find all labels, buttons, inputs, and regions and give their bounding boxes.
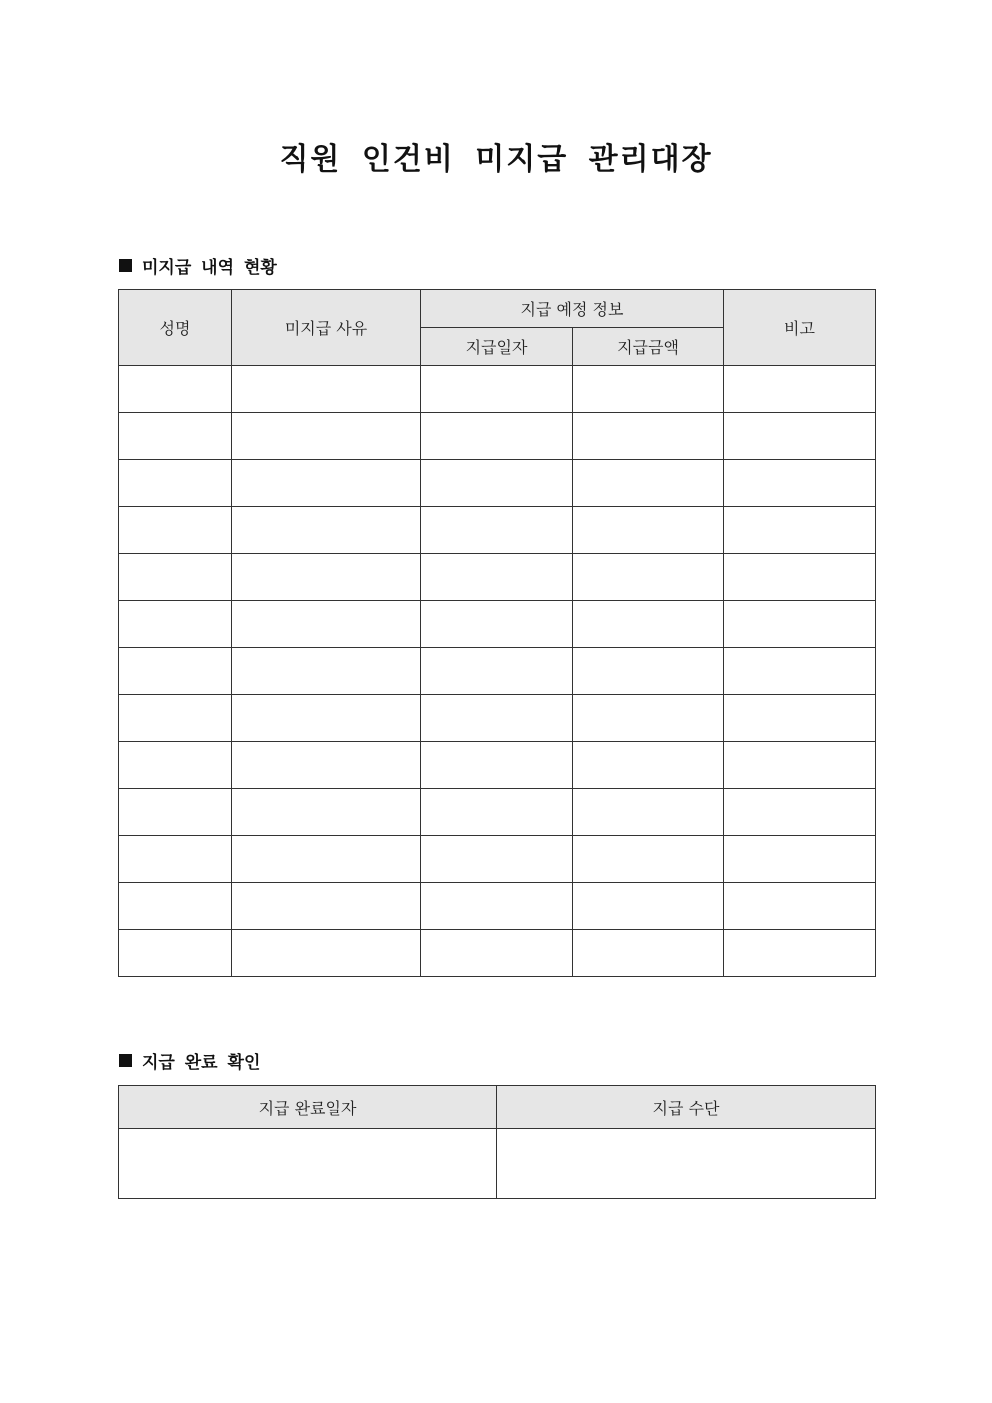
reason-cell[interactable] [232, 883, 421, 930]
payment-amount-cell[interactable] [573, 366, 724, 413]
table-row [119, 648, 876, 695]
reason-cell[interactable] [232, 413, 421, 460]
table-row [119, 695, 876, 742]
remarks-cell[interactable] [724, 413, 876, 460]
reason-cell[interactable] [232, 742, 421, 789]
payment-amount-cell[interactable] [573, 695, 724, 742]
table-row [119, 460, 876, 507]
name-cell[interactable] [119, 883, 232, 930]
payment-date-cell[interactable] [421, 883, 573, 930]
payment-amount-cell[interactable] [573, 507, 724, 554]
table-row [119, 836, 876, 883]
header-completion-date: 지급 완료일자 [119, 1086, 497, 1129]
remarks-cell[interactable] [724, 930, 876, 977]
payment-amount-cell[interactable] [573, 460, 724, 507]
payment-amount-cell[interactable] [573, 648, 724, 695]
reason-cell[interactable] [232, 648, 421, 695]
header-payment-date: 지급일자 [421, 328, 573, 366]
remarks-cell[interactable] [724, 554, 876, 601]
remarks-cell[interactable] [724, 366, 876, 413]
payment-date-cell[interactable] [421, 366, 573, 413]
name-cell[interactable] [119, 836, 232, 883]
header-planned-payment-info: 지급 예정 정보 [421, 290, 724, 328]
unpaid-details-table [118, 289, 876, 977]
header-payment-amount: 지급금액 [573, 328, 724, 366]
remarks-cell[interactable] [724, 695, 876, 742]
name-cell[interactable] [119, 930, 232, 977]
table-row [119, 366, 876, 413]
reason-cell[interactable] [232, 507, 421, 554]
reason-cell[interactable] [232, 460, 421, 507]
reason-cell[interactable] [232, 789, 421, 836]
payment-date-cell[interactable] [421, 836, 573, 883]
name-cell[interactable] [119, 695, 232, 742]
header-payment-method: 지급 수단 [497, 1086, 876, 1129]
payment-method-cell[interactable] [497, 1129, 876, 1199]
payment-amount-cell[interactable] [573, 554, 724, 601]
table-row [119, 883, 876, 930]
remarks-cell[interactable] [724, 601, 876, 648]
remarks-cell[interactable] [724, 789, 876, 836]
completion-section-title: 지급 완료 확인 [142, 1053, 261, 1073]
payment-amount-cell[interactable] [573, 930, 724, 977]
reason-cell[interactable] [232, 554, 421, 601]
reason-cell[interactable] [232, 836, 421, 883]
payment-date-cell[interactable] [421, 695, 573, 742]
header-unpaid-reason: 미지급 사유 [232, 290, 421, 366]
header-name: 성명 [119, 290, 232, 366]
completion-section-heading [119, 1048, 260, 1073]
payment-date-cell[interactable] [421, 648, 573, 695]
table-row [119, 1129, 876, 1199]
payment-amount-cell[interactable] [573, 836, 724, 883]
square-bullet-icon [119, 1054, 132, 1067]
remarks-cell[interactable] [724, 460, 876, 507]
page-title: 직원 인건비 미지급 관리대장 [279, 142, 713, 177]
unpaid-section-title: 미지급 내역 현황 [142, 258, 277, 278]
remarks-cell[interactable] [724, 507, 876, 554]
table-row [119, 554, 876, 601]
table-row [119, 507, 876, 554]
name-cell[interactable] [119, 413, 232, 460]
reason-cell[interactable] [232, 366, 421, 413]
unpaid-section-heading [119, 253, 277, 278]
remarks-cell[interactable] [724, 648, 876, 695]
reason-cell[interactable] [232, 695, 421, 742]
payment-date-cell[interactable] [421, 413, 573, 460]
payment-date-cell[interactable] [421, 789, 573, 836]
name-cell[interactable] [119, 366, 232, 413]
remarks-cell[interactable] [724, 742, 876, 789]
reason-cell[interactable] [232, 930, 421, 977]
payment-date-cell[interactable] [421, 507, 573, 554]
remarks-cell[interactable] [724, 883, 876, 930]
payment-amount-cell[interactable] [573, 601, 724, 648]
payment-date-cell[interactable] [421, 554, 573, 601]
payment-date-cell[interactable] [421, 930, 573, 977]
name-cell[interactable] [119, 648, 232, 695]
payment-amount-cell[interactable] [573, 742, 724, 789]
reason-cell[interactable] [232, 601, 421, 648]
name-cell[interactable] [119, 554, 232, 601]
name-cell[interactable] [119, 460, 232, 507]
name-cell[interactable] [119, 601, 232, 648]
completion-date-cell[interactable] [119, 1129, 497, 1199]
payment-completion-table [118, 1085, 876, 1199]
header-remarks: 비고 [724, 290, 876, 366]
name-cell[interactable] [119, 507, 232, 554]
name-cell[interactable] [119, 742, 232, 789]
payment-date-cell[interactable] [421, 601, 573, 648]
name-cell[interactable] [119, 789, 232, 836]
table-row [119, 413, 876, 460]
table-row [119, 742, 876, 789]
square-bullet-icon [119, 259, 132, 272]
unpaid-table-body [119, 366, 876, 977]
payment-date-cell[interactable] [421, 742, 573, 789]
payment-date-cell[interactable] [421, 460, 573, 507]
remarks-cell[interactable] [724, 836, 876, 883]
table-row [119, 789, 876, 836]
payment-amount-cell[interactable] [573, 883, 724, 930]
payment-amount-cell[interactable] [573, 789, 724, 836]
table-row [119, 601, 876, 648]
payment-amount-cell[interactable] [573, 413, 724, 460]
table-row [119, 930, 876, 977]
